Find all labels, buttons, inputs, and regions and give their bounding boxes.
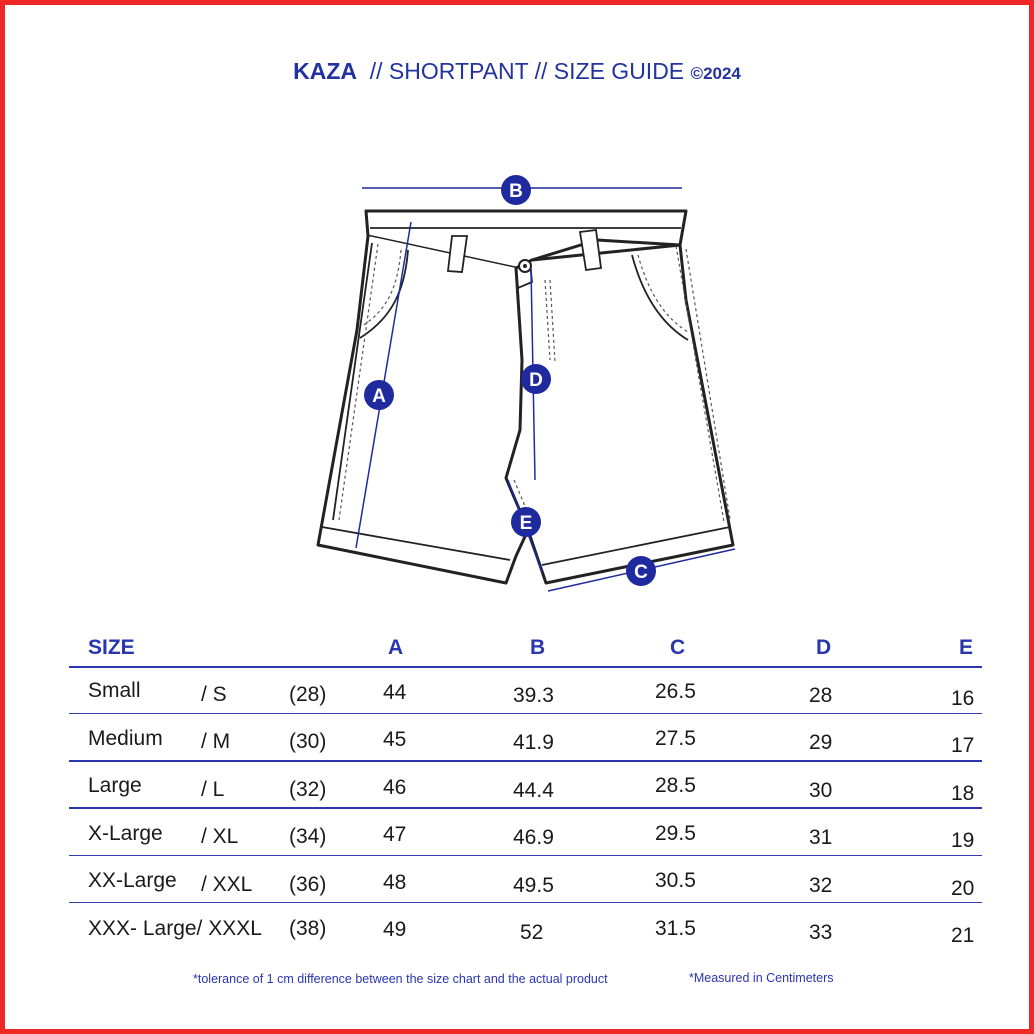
value-e: 16 xyxy=(951,687,975,710)
value-e: 21 xyxy=(951,924,975,947)
brand-name: KAZA xyxy=(293,58,357,84)
tolerance-note: *tolerance of 1 cm difference between the size chart and the actual product xyxy=(193,972,608,986)
value-e: 19 xyxy=(951,829,975,852)
marker-c xyxy=(626,556,656,586)
value-a: 46 xyxy=(383,776,407,799)
marker-b-label: B xyxy=(509,181,523,202)
value-b: 46.9 xyxy=(513,826,554,849)
marker-a xyxy=(364,380,394,410)
size-code: / XXL xyxy=(201,873,253,896)
value-d: 33 xyxy=(809,921,833,944)
value-d: 29 xyxy=(809,731,833,754)
value-c: 28.5 xyxy=(655,774,696,797)
row-divider xyxy=(69,855,982,856)
row-divider xyxy=(69,807,982,809)
value-e: 17 xyxy=(951,734,975,757)
header-a: A xyxy=(388,636,404,659)
value-c: 26.5 xyxy=(655,680,696,703)
row-divider xyxy=(69,760,982,762)
size-code: / S xyxy=(201,683,227,706)
header-d: D xyxy=(816,636,832,659)
marker-d-label: D xyxy=(529,370,543,391)
marker-e-label: E xyxy=(519,513,533,534)
value-d: 31 xyxy=(809,826,833,849)
size-number: (32) xyxy=(289,778,327,801)
header-c: C xyxy=(670,636,686,659)
size-name: XX-Large xyxy=(88,869,177,892)
value-b: 39.3 xyxy=(513,684,554,707)
size-name: Medium xyxy=(88,727,163,750)
size-code: / XL xyxy=(201,825,239,848)
title-text: // SHORTPANT // SIZE GUIDE xyxy=(356,58,691,84)
value-c: 29.5 xyxy=(655,822,696,845)
row-divider xyxy=(69,902,982,903)
value-c: 27.5 xyxy=(655,727,696,750)
value-d: 28 xyxy=(809,684,833,707)
size-code: / L xyxy=(201,778,225,801)
size-number: (28) xyxy=(289,683,327,706)
marker-d xyxy=(521,364,551,394)
value-a: 49 xyxy=(383,918,407,941)
value-b: 52 xyxy=(520,921,544,944)
marker-e xyxy=(511,507,541,537)
size-name: Small xyxy=(88,679,141,702)
value-c: 31.5 xyxy=(655,917,696,940)
size-name: X-Large xyxy=(88,822,163,845)
size-name: XXX- Large/ XXXL xyxy=(88,917,262,940)
copyright-year: ©2024 xyxy=(690,64,741,83)
marker-c-label: C xyxy=(634,562,648,583)
value-a: 45 xyxy=(383,728,407,751)
marker-b xyxy=(501,175,531,205)
size-number: (34) xyxy=(289,825,327,848)
value-a: 48 xyxy=(383,871,407,894)
value-a: 44 xyxy=(383,681,407,704)
header-size: SIZE xyxy=(88,636,135,659)
size-number: (36) xyxy=(289,873,327,896)
row-divider xyxy=(69,713,982,714)
value-d: 30 xyxy=(809,779,833,802)
value-b: 44.4 xyxy=(513,779,554,802)
marker-a-label: A xyxy=(372,386,386,407)
value-e: 18 xyxy=(951,782,975,805)
value-b: 49.5 xyxy=(513,874,554,897)
header-divider xyxy=(69,666,982,668)
size-number: (30) xyxy=(289,730,327,753)
size-name: Large xyxy=(88,774,142,797)
value-e: 20 xyxy=(951,877,975,900)
size-number: (38) xyxy=(289,917,327,940)
value-b: 41.9 xyxy=(513,731,554,754)
header-b: B xyxy=(530,636,546,659)
units-note: *Measured in Centimeters xyxy=(689,971,834,985)
header-e: E xyxy=(959,636,974,659)
value-a: 47 xyxy=(383,823,407,846)
value-d: 32 xyxy=(809,874,833,897)
size-code: / M xyxy=(201,730,231,753)
value-c: 30.5 xyxy=(655,869,696,892)
